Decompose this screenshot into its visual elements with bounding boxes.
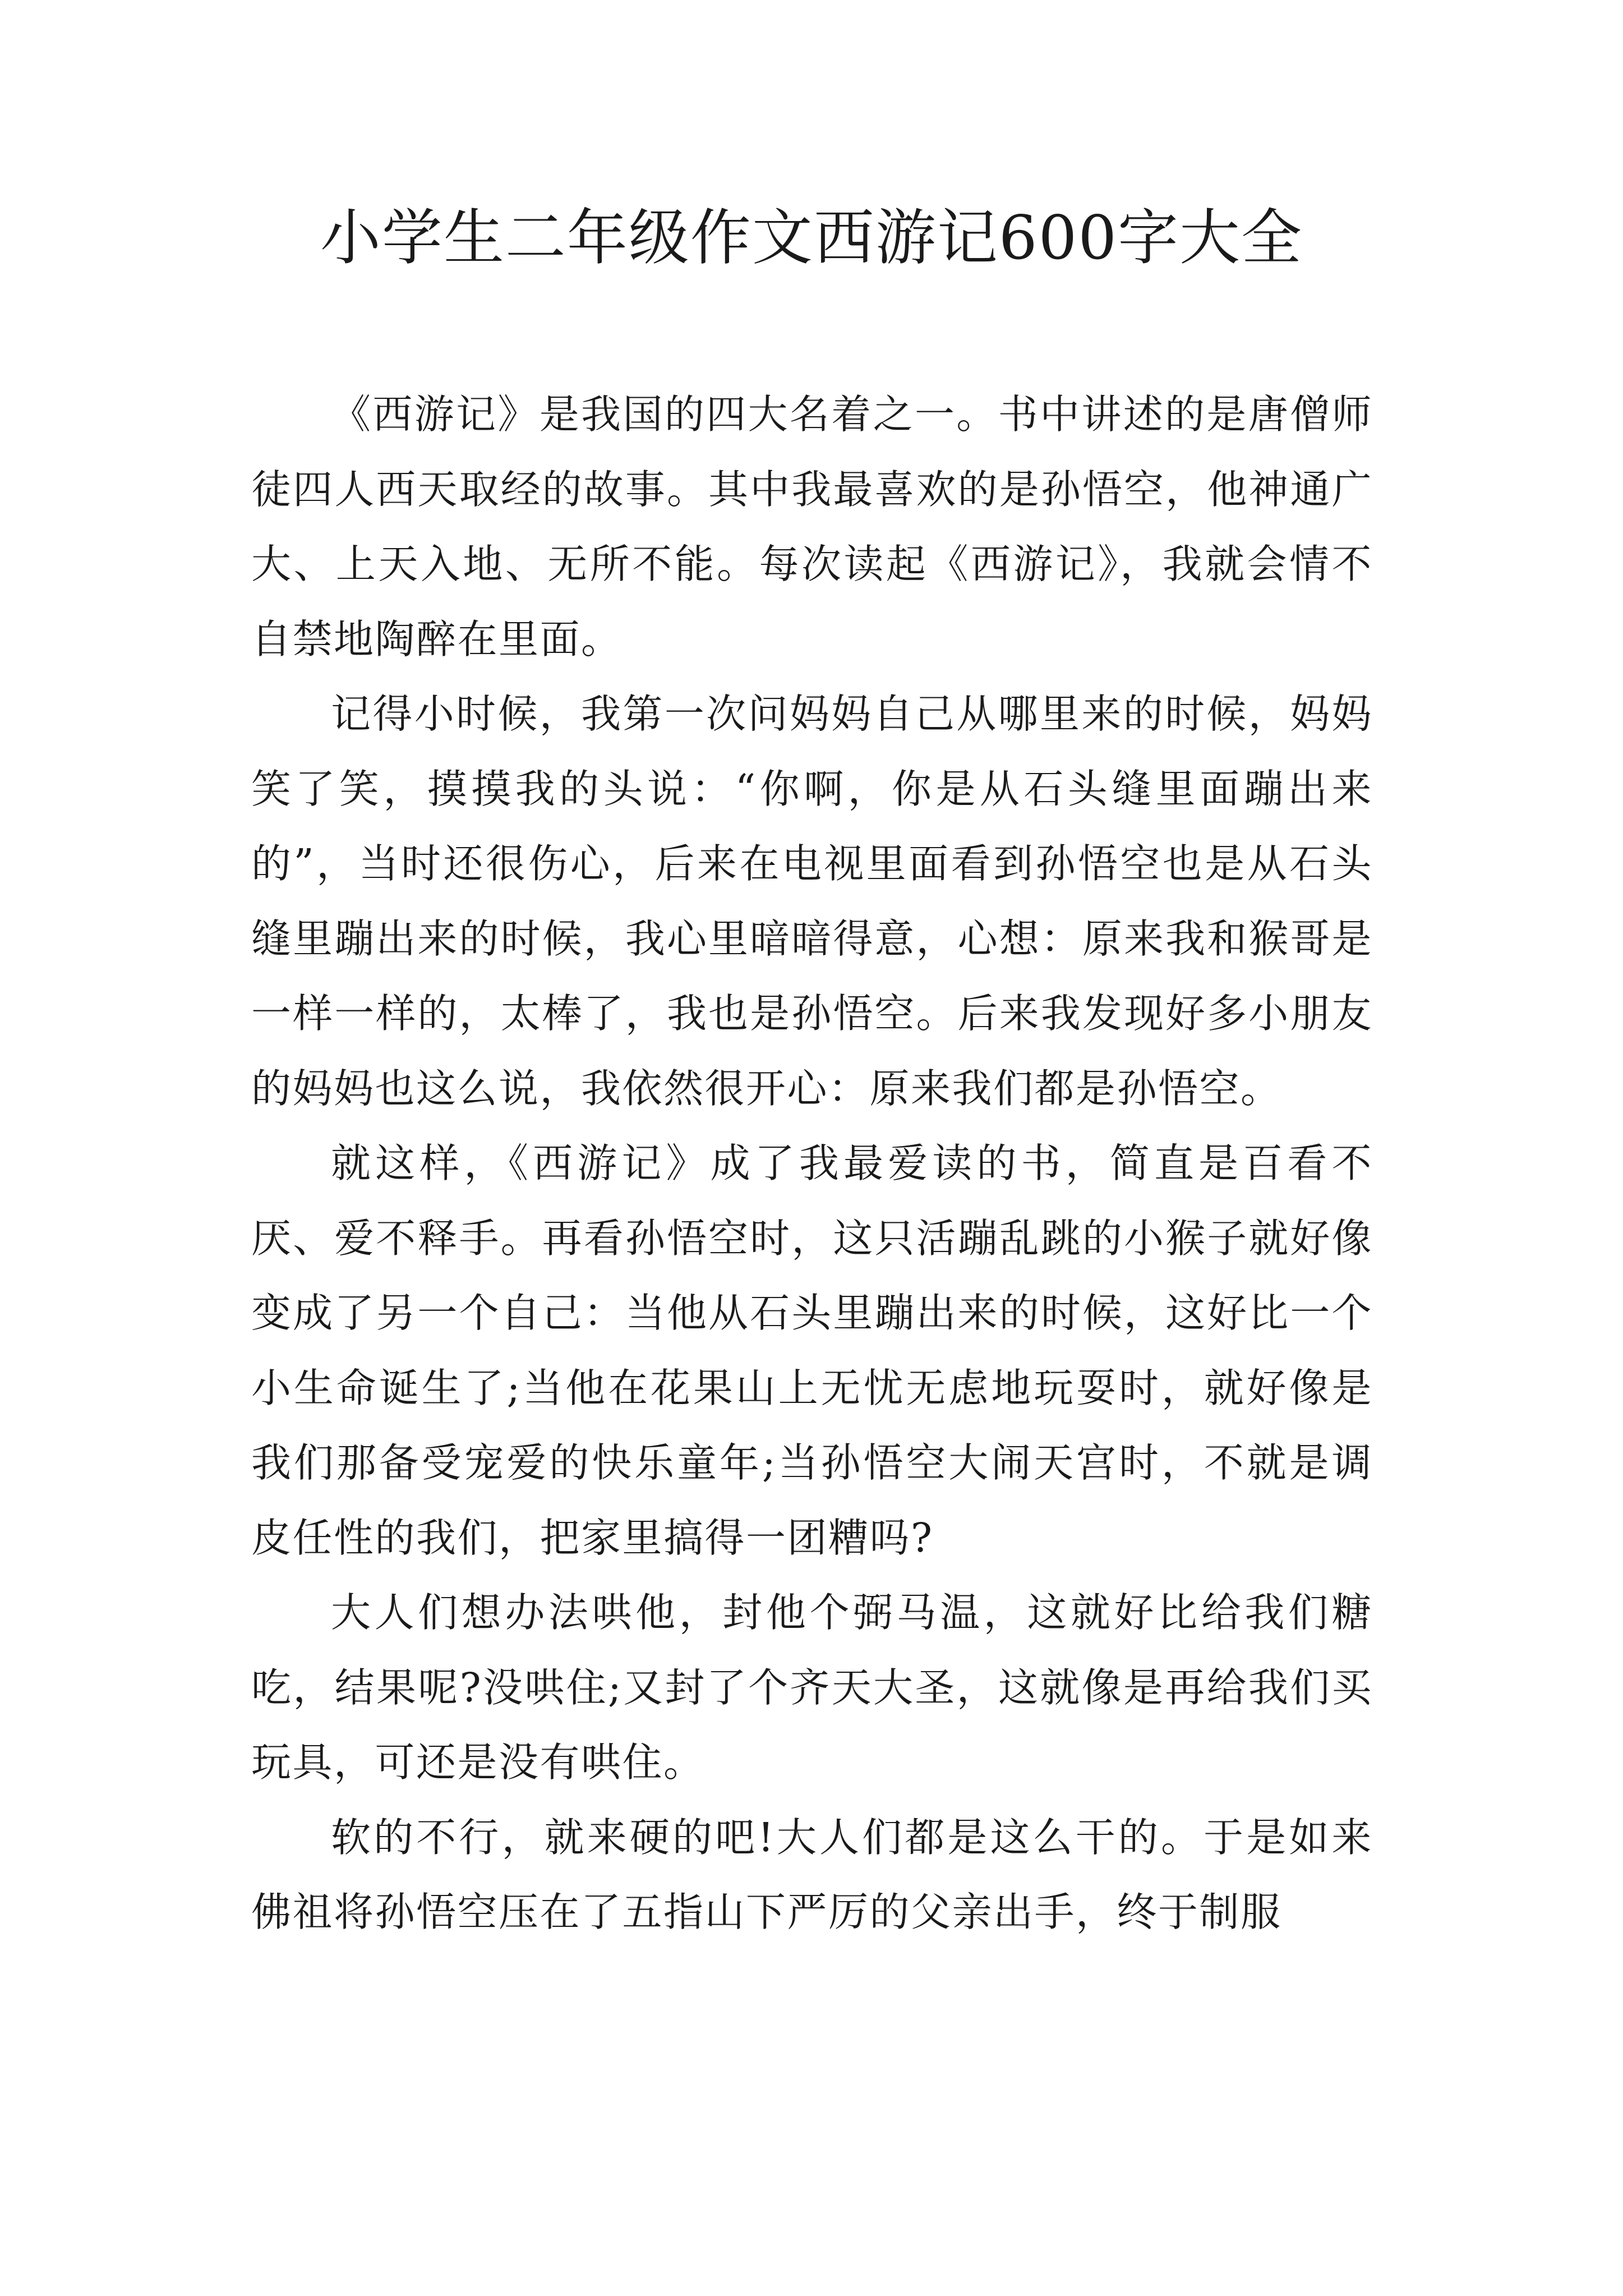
paragraph: 记得小时候，我第一次问妈妈自己从哪里来的时候，妈妈笑了笑，摸摸我的头说：“你啊，你是从石头缝里面蹦出来的”，当时还很伤心，后来在电视里面看到孙悟空也是从石头缝里蹦出来的时候，我心里暗暗得意，心想：原来我和猴哥是一样一样的，太棒了，我也是孙悟空。后来我发现好多小朋友的妈妈也这么说，我依然很开心：原来我们都是孙悟空。: [251, 691, 1373, 1112]
paragraph: 《西游记》是我国的四大名着之一。书中讲述的是唐僧师徒四人西天取经的故事。其中我最喜欢的是孙悟空，他神通广大、上天入地、无所不能。每次读起《西游记》，我就会情不自禁地陶醉在里面。: [251, 391, 1373, 662]
document-body: [251, 377, 1373, 1950]
paragraph: 大人们想办法哄他，封他个弼马温，这就好比给我们糖吃，结果呢?没哄住;又封了个齐天大圣，这就像是再给我们买玩具，可还是没有哄住。: [251, 1589, 1373, 1786]
paragraph: 就这样，《西游记》成了我最爱读的书，简直是百看不厌、爱不释手。再看孙悟空时，这只活蹦乱跳的小猴子就好像变成了另一个自己：当他从石头里蹦出来的时候，这好比一个小生命诞生了;当他在花果山上无忧无虑地玩耍时，就好像是我们那备受宠爱的快乐童年;当孙悟空大闹天宫时，不就是调皮任性的我们，把家里搞得一团糟吗?: [251, 1140, 1373, 1561]
paragraph: 软的不行，就来硬的吧!大人们都是这么干的。于是如来佛祖将孙悟空压在了五指山下严厉的父亲出手，终于制服: [251, 1814, 1373, 1935]
document-title: 小学生二年级作文西游记600字大全: [320, 203, 1303, 273]
